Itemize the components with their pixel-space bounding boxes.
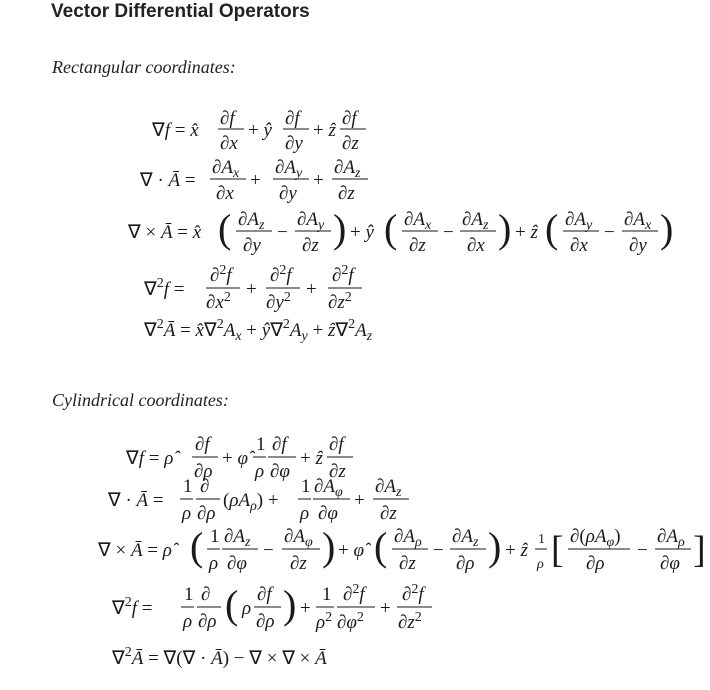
- svg-text:ρ: ρ: [242, 598, 252, 619]
- svg-text:∂z: ∂z: [380, 503, 397, 524]
- svg-text:∂ρ: ∂ρ: [198, 611, 217, 632]
- svg-text:∂z: ∂z: [329, 461, 346, 482]
- cyl-scalar-laplacian-equation: [111, 582, 432, 633]
- svg-text:(: (: [545, 206, 559, 251]
- svg-text:∂f: ∂f: [257, 584, 272, 605]
- svg-text:∂y: ∂y: [629, 235, 647, 256]
- svg-text:): ): [322, 524, 336, 569]
- svg-text:∇ × Ā = x̂: ∇ × Ā = x̂: [128, 222, 202, 243]
- svg-text:∂x: ∂x: [220, 133, 238, 154]
- svg-text:∂Ax: $\partial A_x$: [624, 209, 652, 233]
- svg-text:+ ẑ: + ẑ: [300, 448, 323, 469]
- svg-text:∂Az: $\partial A_z$: [375, 476, 402, 500]
- svg-text:∂: ∂: [200, 476, 210, 497]
- svg-text:∂x: ∂x: [570, 235, 588, 256]
- svg-text:ρ: ρ: [255, 461, 265, 482]
- svg-text:∂φ: ∂φ: [227, 553, 247, 574]
- svg-text:∇f = x̂: ∇f = x̂: [152, 120, 199, 141]
- svg-text:∂y: ∂y: [285, 133, 303, 154]
- svg-text:(ρAρ) +: $(\rho A_\rho)$ +: [223, 490, 279, 514]
- svg-text:∇f = ρ̂: ∇f = ρ̂: [126, 448, 174, 469]
- cyl-gradient-equation: [125, 434, 353, 482]
- svg-text:∂Aρ: $\partial A_\rho$: [394, 526, 422, 550]
- svg-text:(: (: [225, 582, 239, 627]
- svg-text:∂f: ∂f: [272, 434, 287, 455]
- svg-text:∂ρ: ∂ρ: [456, 553, 475, 574]
- svg-text:∂Aφ: $\partial A_\varphi$: [314, 476, 343, 500]
- svg-text:∂Az: $\partial A_z$: [238, 209, 265, 233]
- svg-text:+ ẑ: + ẑ: [515, 222, 538, 243]
- svg-text:∂z: ∂z: [399, 553, 416, 574]
- svg-text:(: (: [374, 524, 388, 569]
- svg-text:∂φ: ∂φ: [270, 461, 290, 482]
- svg-text:∂2f: ∂$^2$f: [343, 582, 365, 605]
- svg-text:+ φ̂: + φ̂: [222, 448, 248, 469]
- rect-vector-laplacian-equation: [143, 317, 373, 344]
- svg-text:∂2f: ∂$^2$f: [270, 263, 292, 286]
- svg-text:∂f: ∂f: [342, 108, 357, 129]
- svg-text:1: 1: [184, 584, 194, 605]
- svg-text:∂: ∂: [201, 584, 211, 605]
- svg-text:∂Ay: $\partial A_y$: [275, 157, 303, 181]
- rect-gradient-equation: [151, 108, 366, 154]
- svg-text:[: [: [551, 529, 564, 571]
- cyl-divergence-equation: [107, 476, 409, 524]
- svg-text:∂φ: ∂φ: [318, 503, 338, 524]
- svg-text:+: +: [380, 598, 391, 619]
- svg-text:∂y: ∂y: [243, 235, 261, 256]
- svg-text:+: +: [250, 170, 261, 191]
- svg-text:∂2f: ∂$^2$f: [210, 263, 232, 286]
- svg-text:∂f: ∂f: [329, 434, 344, 455]
- svg-text:∂z: ∂z: [409, 235, 426, 256]
- svg-text:+ ŷ: + ŷ: [350, 222, 374, 243]
- svg-text:ρ2: $\rho^2$: [316, 610, 333, 633]
- section-heading-cylindrical: Cylindrical coordinates:: [52, 390, 229, 410]
- svg-text:∂f: ∂f: [285, 108, 300, 129]
- svg-text:∂ρ: ∂ρ: [586, 553, 605, 574]
- svg-text:∂Aφ: $\partial A_\varphi$: [284, 526, 313, 550]
- svg-text:−: −: [604, 222, 615, 243]
- svg-text:∂ρ: ∂ρ: [194, 461, 213, 482]
- rect-scalar-laplacian-equation: [143, 263, 362, 313]
- svg-text:∂z: ∂z: [302, 235, 319, 256]
- rect-curl-equation: [127, 206, 673, 256]
- svg-text:∂Az: $\partial A_z$: [452, 526, 479, 550]
- svg-text:ρ: ρ: [300, 503, 310, 524]
- svg-text:∂f: ∂f: [220, 108, 235, 129]
- svg-text:ρ: ρ: [183, 611, 193, 632]
- svg-text:1: 1: [322, 584, 332, 605]
- svg-text:∂x2: $\partial x^2$: [206, 290, 231, 313]
- svg-text:+: +: [313, 170, 324, 191]
- svg-text:∂z: ∂z: [290, 553, 307, 574]
- svg-text:∂z2: $\partial z^2$: [328, 290, 352, 313]
- svg-text:+: +: [300, 598, 311, 619]
- svg-text:1: 1: [538, 532, 545, 547]
- svg-text:): ): [333, 206, 347, 251]
- cyl-curl-equation: [97, 524, 706, 574]
- svg-text:∂Ax: $\partial A_x$: [404, 209, 432, 233]
- svg-text:): ): [283, 582, 297, 627]
- svg-text:]: ]: [693, 529, 706, 571]
- svg-text:+ ŷ: + ŷ: [248, 120, 272, 141]
- svg-text:∂Az: $\partial A_z$: [462, 209, 489, 233]
- svg-text:): ): [660, 206, 674, 251]
- svg-text:1: 1: [256, 434, 266, 455]
- svg-text:ρ: ρ: [182, 503, 192, 524]
- svg-text:−: −: [637, 540, 648, 561]
- svg-text:1: 1: [183, 476, 193, 497]
- svg-text:+: +: [306, 279, 317, 300]
- svg-text:1: 1: [210, 526, 220, 547]
- rect-divergence-equation: [139, 157, 368, 204]
- svg-text:∂Ay: $\partial A_y$: [565, 209, 593, 233]
- svg-text:∂ρ: ∂ρ: [256, 611, 275, 632]
- svg-text:(: (: [190, 524, 204, 569]
- svg-text:∂2f: ∂$^2$f: [402, 582, 424, 605]
- svg-text:ρ: ρ: [537, 557, 544, 572]
- svg-text:∂x: ∂x: [467, 235, 485, 256]
- svg-text:1: 1: [301, 476, 311, 497]
- svg-text:∂2f: ∂$^2$f: [332, 263, 354, 286]
- svg-text:+ ẑ: + ẑ: [505, 540, 528, 561]
- svg-text:): ): [488, 524, 502, 569]
- svg-text:∇2f =: ∇$^2$f =: [144, 276, 185, 300]
- svg-text:∂f: ∂f: [195, 434, 210, 455]
- section-heading-rectangular: Rectangular coordinates:: [52, 57, 236, 77]
- svg-text:−: −: [443, 222, 454, 243]
- svg-text:∂z: ∂z: [342, 133, 359, 154]
- svg-text:−: −: [277, 222, 288, 243]
- svg-text:+: +: [354, 490, 365, 511]
- svg-text:∂Ax: $\partial A_x$: [212, 157, 240, 181]
- svg-text:∂x: ∂x: [216, 183, 234, 204]
- svg-text:∂(ρAφ): $\partial(\rho A_\varphi)$: [570, 526, 621, 550]
- svg-text:∂Aρ: $\partial A_\rho$: [657, 526, 685, 550]
- svg-text:∇ · Ā =: ∇ · Ā =: [108, 490, 164, 511]
- svg-text:+ ẑ: + ẑ: [313, 120, 336, 141]
- svg-text:∂Az: $\partial A_z$: [224, 526, 251, 550]
- svg-text:∂y2: $\partial y^2$: [266, 290, 291, 313]
- svg-text:∂ρ: ∂ρ: [197, 503, 216, 524]
- cyl-vector-laplacian-equation: [111, 645, 327, 669]
- svg-text:∇2Ā = x̂∇2Ax + ŷ∇2Ay + ẑ∇2Az: ∇$^2$Ā = $x̂\nabla^2A_x$ + $ŷ\nabla^2A_y$ + $ẑ\nabla^2A_z$: [144, 317, 373, 344]
- svg-text:ρ: ρ: [209, 553, 219, 574]
- svg-text:−: −: [263, 540, 274, 561]
- svg-text:∂φ2: $\partial\varphi^2$: [337, 610, 364, 633]
- svg-text:∂φ: ∂φ: [660, 553, 680, 574]
- svg-text:∂y: ∂y: [279, 183, 297, 204]
- svg-text:(: (: [218, 206, 232, 251]
- svg-text:): ): [498, 206, 512, 251]
- svg-text:∂Az: $\partial A_z$: [334, 157, 361, 181]
- svg-text:(: (: [384, 206, 398, 251]
- svg-text:+: +: [246, 279, 257, 300]
- svg-text:∂Ay: $\partial A_y$: [297, 209, 325, 233]
- svg-text:∇ × Ā = ρ̂: ∇ × Ā = ρ̂: [98, 540, 172, 561]
- page-title: Vector Differential Operators: [51, 1, 310, 22]
- svg-text:∇ · Ā =: ∇ · Ā =: [140, 170, 196, 191]
- svg-text:∇2f =: ∇$^2$f =: [112, 595, 153, 619]
- svg-text:+ φ̂: + φ̂: [338, 540, 364, 561]
- svg-text:∇2Ā = ∇(∇ · Ā) − ∇ × ∇ × Ā: ∇$^2$Ā = ∇(∇ · Ā) − ∇ × ∇ × Ā: [112, 645, 327, 669]
- svg-text:∂z: ∂z: [338, 183, 355, 204]
- svg-text:−: −: [433, 540, 444, 561]
- svg-text:∂z2: $\partial z^2$: [398, 610, 422, 633]
